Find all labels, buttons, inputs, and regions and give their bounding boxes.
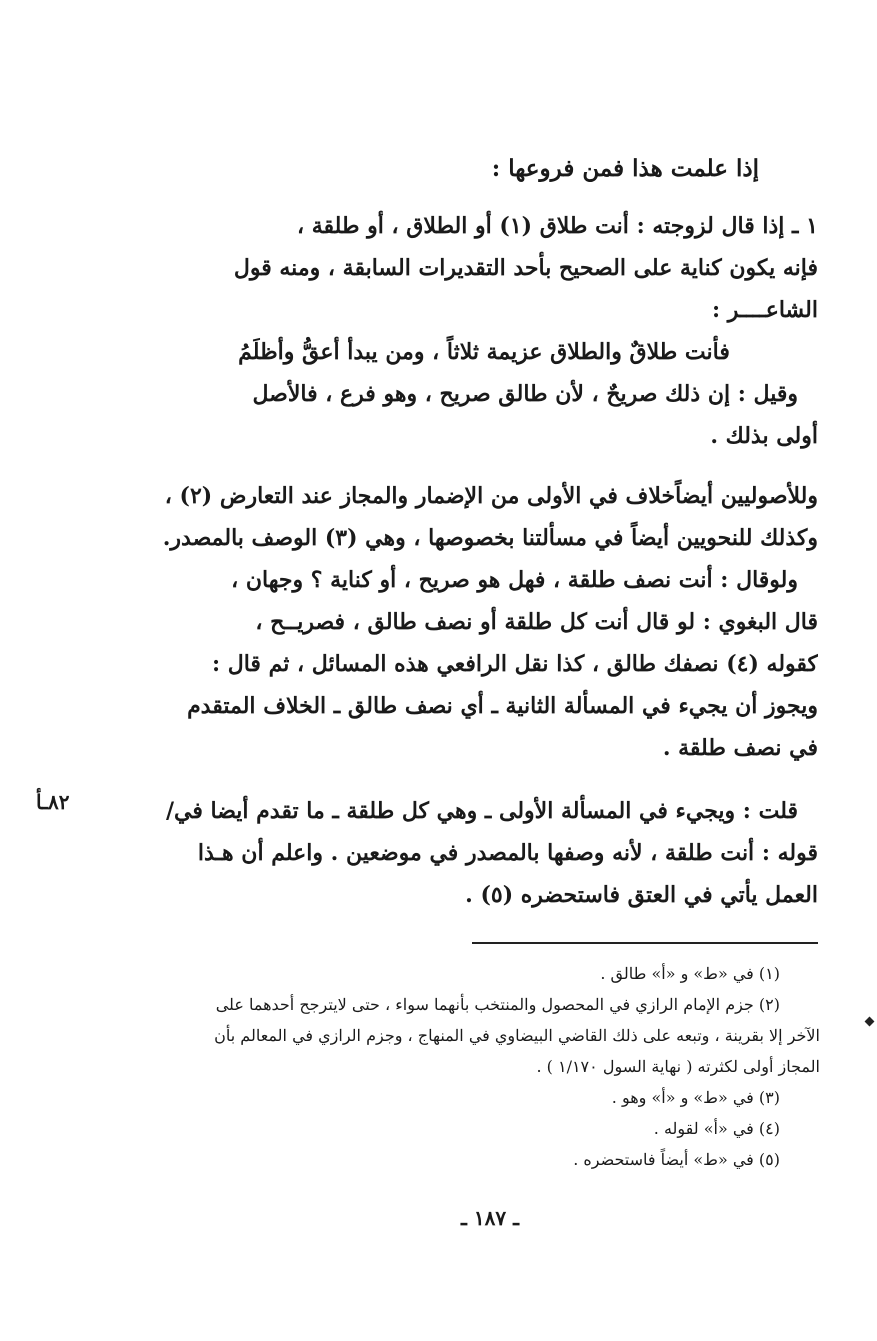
body-line: ويجوز أن يجيء في المسألة الثانية ـ أي نصف طالق ـ الخلاف المتقدم	[187, 693, 818, 719]
footnote-continuation: المجاز أولى لكثرته ( نهاية السول ١/١٧٠ ) .	[536, 1057, 820, 1076]
margin-mark-icon	[865, 1017, 875, 1027]
body-line: قوله : أنت طلقة ، لأنه وصفها بالمصدر في موضعين . واعلم أن هـذا	[197, 840, 818, 866]
body-line: في نصف طلقة .	[662, 735, 818, 761]
body-text	[150, 205, 818, 457]
body-line: العمل يأتي في العتق فاستحضره (٥) .	[465, 882, 818, 908]
manuscript-folio-note: ٨٢ـأ	[36, 790, 70, 814]
body-line: ١ ـ إذا قال لزوجته : أنت طلاق (١) أو الطلاق ، أو طلقة ،	[296, 213, 818, 239]
poetry-verse: فأنت طلاقٌ والطلاق عزيمة ثلاثاً ، ومن يبدأ أعقُّ وأظلَمُ	[238, 339, 730, 365]
body-line: ولوقال : أنت نصف طلقة ، فهل هو صريح ، أو كناية ؟ وجهان ،	[231, 567, 798, 593]
body-line: فإنه يكون كناية على الصحيح بأحد التقديرات السابقة ، ومنه قول	[233, 255, 818, 281]
body-line: الشاعــــر :	[712, 297, 818, 323]
body-text	[150, 475, 818, 769]
footnote: (٤) في «أ» لقوله .	[653, 1119, 780, 1138]
body-line: وللأصوليين أيضاًخلاف في الأولى من الإضمار والمجاز عند التعارض (٢) ،	[164, 483, 818, 509]
body-line: قلت : ويجيء في المسألة الأولى ـ وهي كل طلقة ـ ما تقدم أيضا في/	[165, 798, 798, 824]
body-line: وكذلك للنحويين أيضاً في مسألتنا بخصوصها ، وهي (٣) الوصف بالمصدر.	[162, 525, 818, 551]
footnote: (٢) جزم الإمام الرازي في المحصول والمنتخب بأنهما سواء ، حتى لايترجح أحدهما على	[215, 995, 780, 1014]
page-number: ـ ١٨٧ ـ	[461, 1206, 519, 1230]
footnote: (٥) في «ط» أيضاً فاستحضره .	[573, 1150, 780, 1169]
footnotes	[160, 958, 820, 1175]
footnote: (١) في «ط» و «أ» طالق .	[600, 964, 780, 983]
body-line: أولى بذلك .	[710, 423, 818, 449]
footnote-continuation: الآخر إلا بقرينة ، وتبعه على ذلك القاضي البيضاوي في المنهاج ، وجزم الرازي في المعالم بأن	[214, 1026, 820, 1045]
body-line: وقيل : إن ذلك صريحٌ ، لأن طالق صريح ، وهو فرع ، فالأصل	[252, 381, 798, 407]
body-text	[150, 790, 818, 916]
footnote-separator	[472, 942, 818, 944]
section-heading: إذا علمت هذا فمن فروعها :	[491, 155, 759, 182]
body-line: قال البغوي : لو قال أنت كل طلقة أو نصف طالق ، فصريــح ،	[255, 609, 818, 635]
body-line: كقوله (٤) نصفك طالق ، كذا نقل الرافعي هذه المسائل ، ثم قال :	[211, 651, 818, 677]
footnote: (٣) في «ط» و «أ» وهو .	[611, 1088, 780, 1107]
